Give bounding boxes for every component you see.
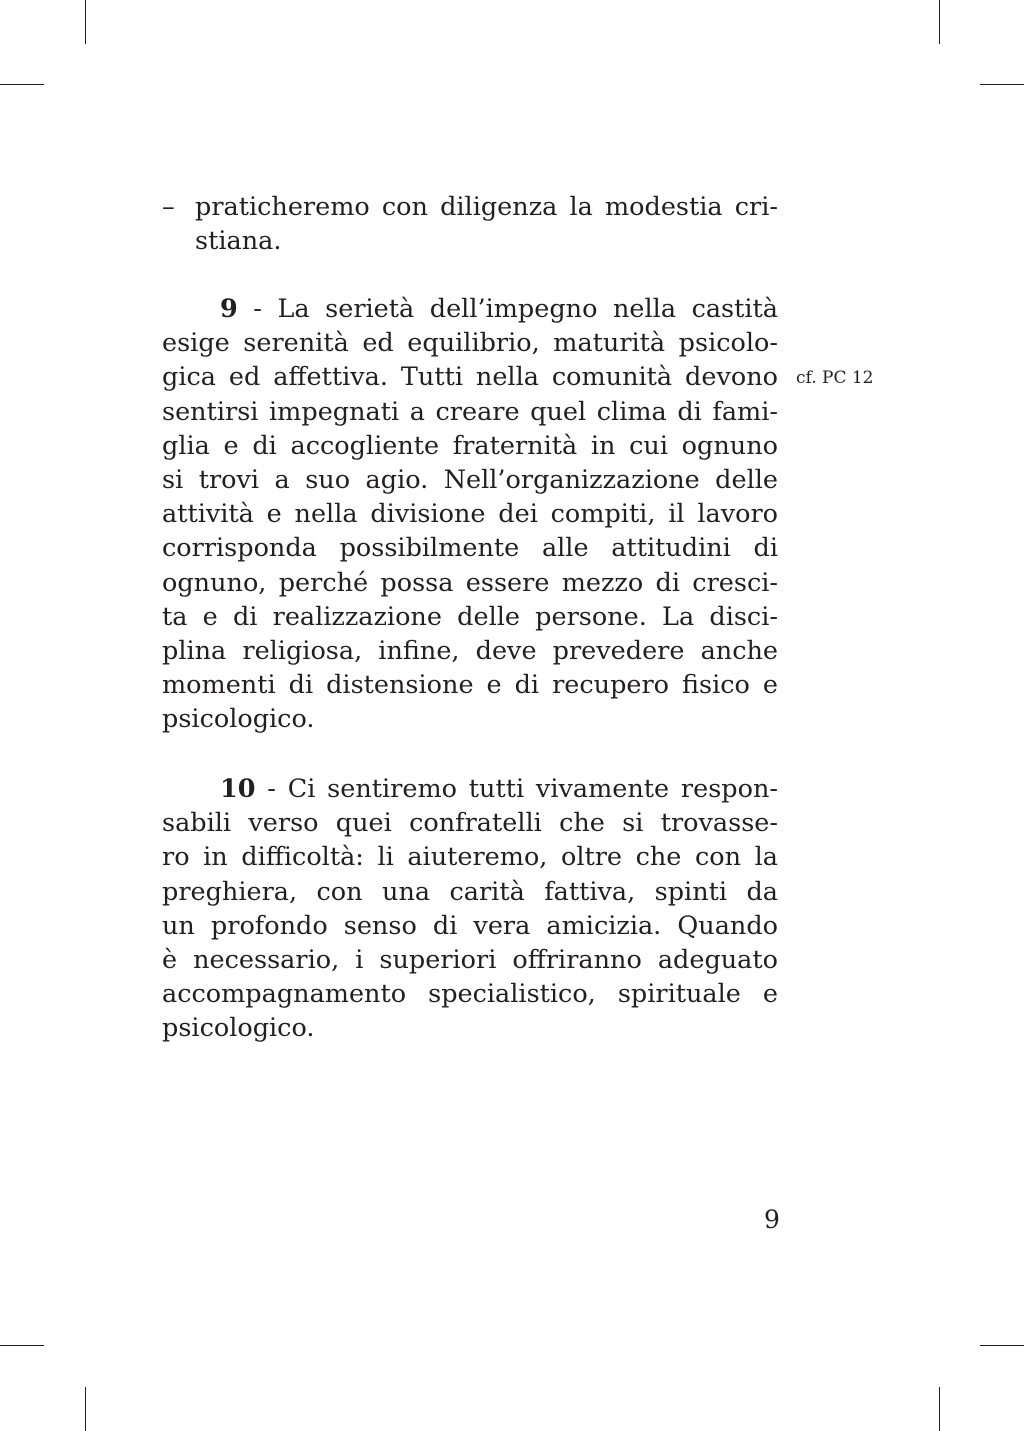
dash-marker: – xyxy=(162,192,175,222)
text-line: accompagnamento specialistico, spirituale e xyxy=(162,979,778,1010)
text-line: è necessario, i superiori offriranno adeguato xyxy=(162,945,778,976)
crop-mark xyxy=(85,0,86,44)
section-9-first-line xyxy=(162,292,778,326)
section-number: 10 xyxy=(220,774,256,804)
text-line: glia e di accogliente fraternità in cui ognuno xyxy=(162,430,778,461)
text-line: stiana. xyxy=(195,226,282,257)
section-10 xyxy=(162,772,778,1046)
text-line: momenti di distensione e di recupero fisico e xyxy=(162,670,778,701)
bullet-text xyxy=(195,190,778,258)
text-line: corrisponda possibilmente alle attitudini di xyxy=(162,533,778,564)
text-line: psicologico. xyxy=(162,1013,315,1044)
section-number: 9 xyxy=(220,294,238,324)
text-line: praticheremo con diligenza la modestia cri- xyxy=(195,192,778,222)
text-line: sabili verso quei confratelli che si trovasse- xyxy=(162,808,778,839)
text-line: psicologico. xyxy=(162,704,315,735)
text-line: ognuno, perché possa essere mezzo di cresci- xyxy=(162,567,778,598)
text-line: sentirsi impegnati a creare quel clima di fami- xyxy=(162,396,778,427)
text-line: gica ed affettiva. Tutti nella comunità devono xyxy=(162,362,778,393)
text-line: plina religiosa, infine, deve prevedere anche xyxy=(162,636,778,667)
crop-mark xyxy=(980,1345,1024,1346)
text-line: attività e nella divisione dei compiti, il lavoro xyxy=(162,499,778,530)
margin-reference: cf. PC 12 xyxy=(796,368,874,388)
text-line: esige serenità ed equilibrio, maturità psicolo- xyxy=(162,328,778,359)
crop-mark xyxy=(85,1387,86,1431)
crop-mark xyxy=(0,1345,44,1346)
crop-mark xyxy=(0,84,44,85)
text-line: si trovi a suo agio. Nell’organizzazione delle xyxy=(162,465,778,496)
text-line: ta e di realizzazione delle persone. La disci- xyxy=(162,601,778,632)
section-9 xyxy=(162,292,778,737)
section-9-lead: - La serietà dell’impegno nella castità xyxy=(237,294,778,324)
text-line: preghiera, con una carità fattiva, spinti da xyxy=(162,876,778,907)
section-10-first-line xyxy=(162,772,778,806)
text-line: un profondo senso di vera amicizia. Quando xyxy=(162,910,778,941)
crop-mark xyxy=(939,1387,940,1431)
crop-mark xyxy=(939,0,940,44)
crop-mark xyxy=(980,84,1024,85)
text-line: ro in difficoltà: li aiuteremo, oltre che con la xyxy=(162,842,778,873)
page-number: 9 xyxy=(764,1205,780,1234)
section-10-lead: - Ci sentiremo tutti vivamente respon- xyxy=(255,774,778,804)
